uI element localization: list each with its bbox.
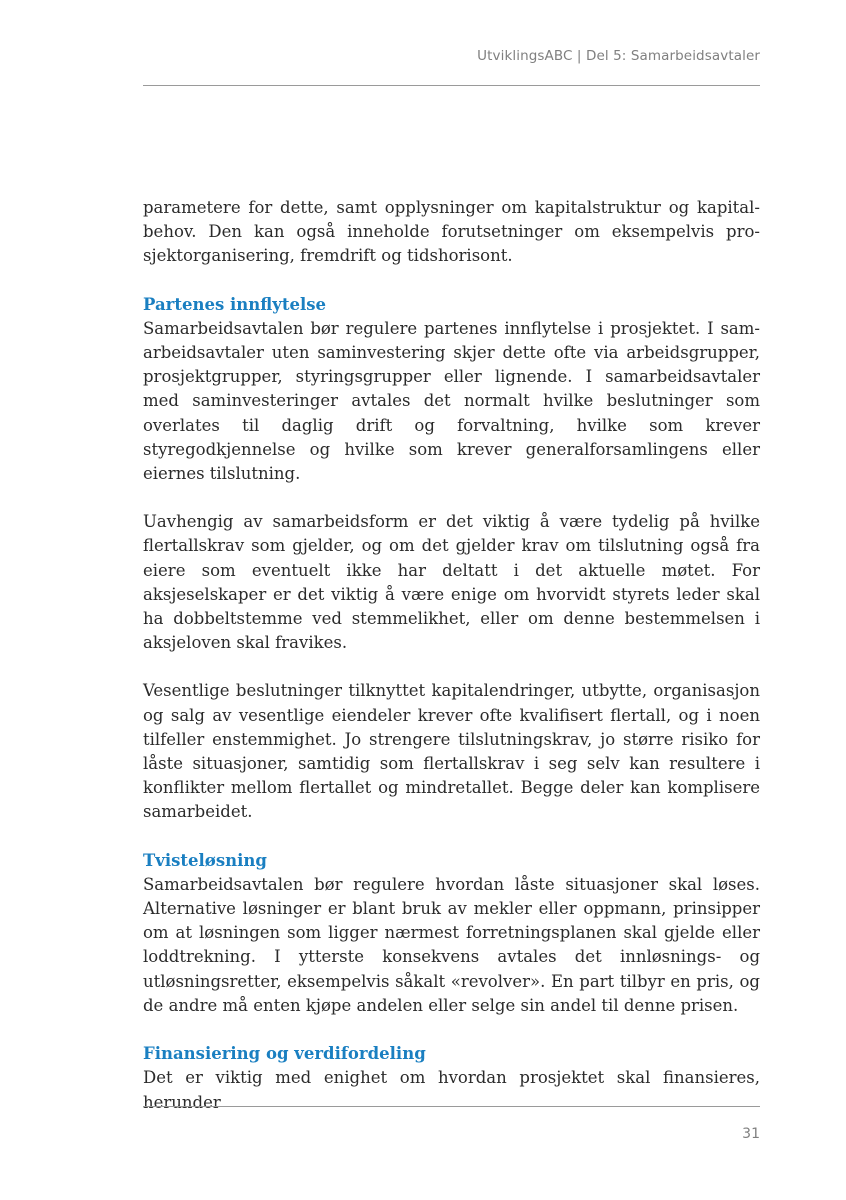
influence-paragraph-1: Samarbeidsavtalen bør regulere partenes innflytelse i prosjektet. I samarbeidsavtaler uten saminvestering skjer dette ofte via arbeidsgrupper, prosjektgrupper, styringsgrupper eller lignende. I samarbeidsavtaler med saminvesteringer avtales det normalt hvilke beslutninger som overlates til daglig drift og forvaltning, hvilke som krever styregodkjennelse og hvilke som krever generalforsamlingens eller eiernes tilslutning. [143, 318, 760, 484]
page-body [143, 196, 760, 1115]
paragraph-spacer [143, 269, 760, 293]
paragraph-spacer [143, 486, 760, 510]
section-heading-influence: Partenes innflytelse [143, 294, 327, 314]
header-divider [143, 85, 760, 86]
financing-paragraph-1: Det er viktig med enighet om hvordan prosjektet skal finansieres, herunder [143, 1068, 760, 1112]
dispute-paragraph-1: Samarbeidsavtalen bør regulere hvordan låste situasjoner skal løses. Alternative løsninger er blant bruk av mekler eller oppmann, prinsipper om at løsningen som ligger nærmest forretningsplanen skal gjelde eller loddtrekning. I ytterste konsekvens avtales det innløsnings- og utløsningsretter, eksempelvis såkalt «revolver». En part tilbyr en pris, og de andre må enten kjøpe andelen eller selge sin andel til denne prisen. [143, 874, 760, 1015]
footer-divider [143, 1106, 760, 1107]
section-heading-dispute: Tvisteløsning [143, 850, 267, 870]
paragraph-spacer [143, 655, 760, 679]
section-heading-financing: Finansiering og verdifordeling [143, 1044, 426, 1064]
page-number: 31 [742, 1126, 760, 1142]
influence-paragraph-2: Uavhengig av samarbeidsform er det viktig å være tydelig på hvilke flertallskrav som gjelder, og om det gjelder krav om tilslutning også fra eiere som eventuelt ikke har deltatt i det aktuelle møtet. For aksjeselskaper er det viktig å være enige om hvorvidt styrets leder skal ha dobbeltstemme ved stemmelikhet, eller om denne bestemmelsen i aksjeloven skal fravikes. [143, 512, 760, 653]
running-header: UtviklingsABC | Del 5: Samarbeidsavtaler [477, 48, 760, 64]
paragraph-spacer [143, 1018, 760, 1042]
intro-paragraph: parametere for dette, samt opplysninger om kapitalstruktur og kapitalbehov. Den kan også inneholde forutsetninger om eksempelvis prosjektorganisering, fremdrift og tidshorisont. [143, 198, 760, 266]
influence-paragraph-3: Vesentlige beslutninger tilknyttet kapitalendringer, utbytte, organisasjon og salg av vesentlige eiendeler krever ofte kvalifisert flertall, og i noen tilfeller enstemmighet. Jo strengere tilslutningskrav, jo større risiko for låste situasjoner, samtidig som flertallskrav i seg selv kan resultere i konflikter mellom flertallet og mindretallet. Begge deler kan komplisere samarbeidet. [143, 681, 760, 822]
paragraph-spacer [143, 825, 760, 849]
